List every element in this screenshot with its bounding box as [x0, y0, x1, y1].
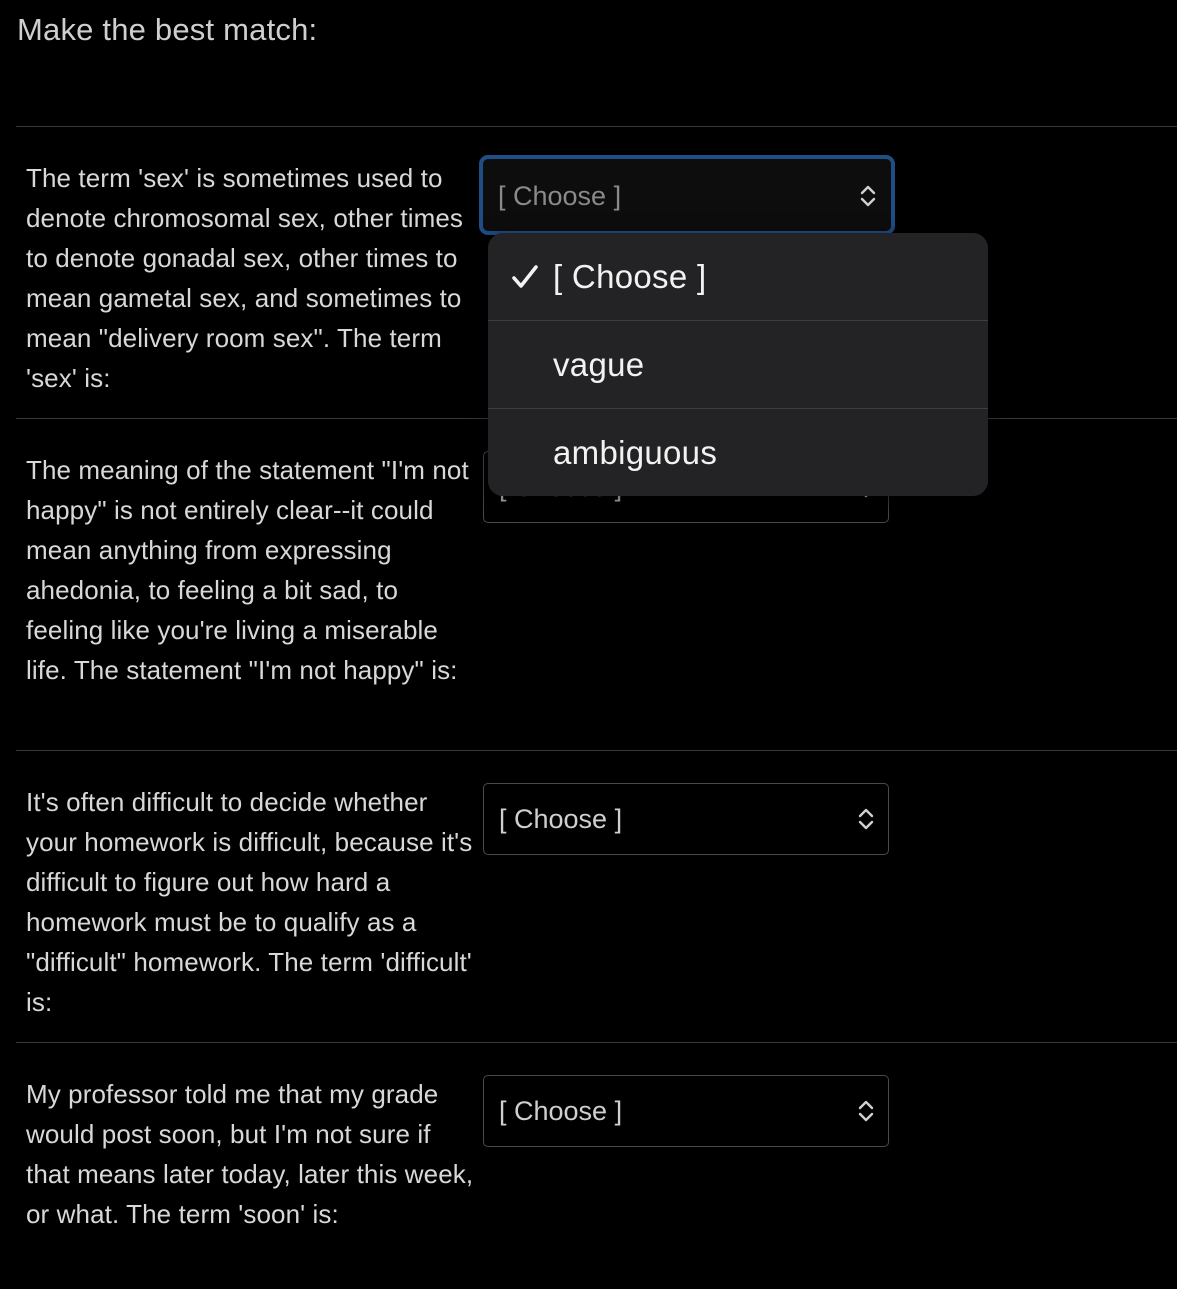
select-option-label: ambiguous — [553, 434, 718, 471]
question-3-select[interactable] — [483, 783, 889, 855]
question-2-text: The meaning of the statement "I'm not happy" is not entirely clear--it could mean anything from expressing ahedonia, to feeling a bit sad, to feeling like you're living a miserable life. The statement "I'm not happy" is: — [26, 455, 469, 685]
checkmark-icon — [510, 263, 540, 291]
question-3-select-value: [ Choose ] — [499, 804, 623, 834]
question-3-text: It's often difficult to decide whether your homework is difficult, because it's difficult to figure out how hard a homework must be to qualify as a "difficult" homework. The term 'difficult' is: — [26, 787, 473, 1017]
select-option-vague[interactable] — [488, 321, 988, 409]
select-option-ambiguous[interactable] — [488, 409, 988, 496]
question-4-select-value: [ Choose ] — [499, 1096, 623, 1126]
question-4-select[interactable] — [483, 1075, 889, 1147]
chevron-updown-icon — [856, 1098, 876, 1124]
chevron-updown-icon — [856, 806, 876, 832]
divider — [16, 126, 1177, 127]
question-4-text: My professor told me that my grade would post soon, but I'm not sure if that means later today, later this week, or what. The term 'soon' is: — [26, 1079, 474, 1229]
page-title: Make the best match: — [17, 12, 318, 47]
divider — [16, 750, 1177, 751]
chevron-updown-icon — [858, 183, 878, 209]
question-1-select[interactable] — [479, 155, 895, 235]
select-option-label: vague — [553, 346, 645, 383]
divider — [16, 1042, 1177, 1043]
select-options-popup — [488, 233, 988, 496]
question-1-text: The term 'sex' is sometimes used to denote chromosomal sex, other times to denote gonadal sex, other times to mean gametal sex, and sometimes to mean "delivery room sex". The term 'sex' is: — [26, 163, 464, 393]
select-option-label: [ Choose ] — [553, 258, 707, 295]
question-1-select-value: [ Choose ] — [498, 181, 622, 211]
select-option-choose[interactable] — [488, 233, 988, 321]
